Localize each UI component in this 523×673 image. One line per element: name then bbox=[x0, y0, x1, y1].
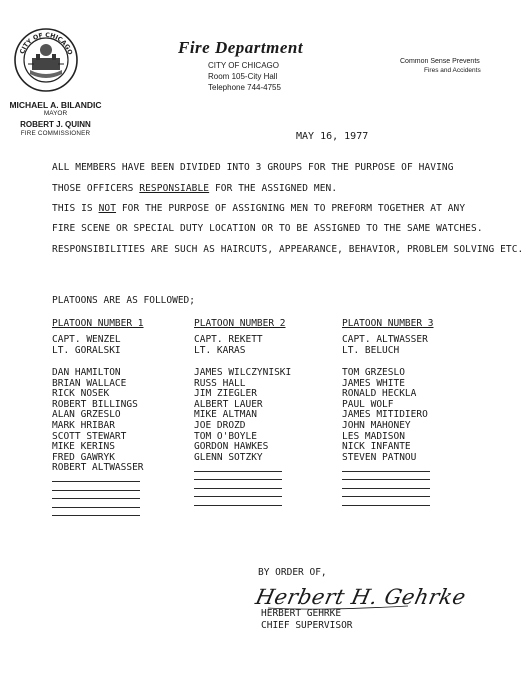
member-name: ALAN GRZESLO bbox=[52, 409, 121, 421]
member-name: FRED GAWRYK bbox=[52, 451, 115, 463]
member-name: BRIAN WALLACE bbox=[52, 377, 127, 389]
platoon-column-3 bbox=[342, 318, 487, 506]
member-name: JIM ZIEGLER bbox=[194, 388, 257, 400]
body-line: ALL MEMBERS HAVE BEEN DIVIDED INTO 3 GROUPS FOR THE PURPOSE OF HAVING bbox=[52, 162, 454, 173]
blank-line bbox=[342, 489, 430, 498]
member-name: MIKE ALTMAN bbox=[194, 409, 257, 421]
member-name: JOE DROZD bbox=[194, 419, 246, 431]
member-name: LES MADISON bbox=[342, 430, 405, 442]
underlined-word: NOT bbox=[98, 203, 117, 214]
mayor-name: MICHAEL A. BILANDIC bbox=[9, 100, 102, 110]
platoon-header: PLATOON NUMBER 1 bbox=[52, 318, 144, 329]
letter-date: MAY 16, 1977 bbox=[296, 131, 369, 142]
handwritten-signature bbox=[253, 578, 469, 612]
platoon-lieutenant: LT. BELUCH bbox=[342, 345, 400, 356]
platoon-header: PLATOON NUMBER 3 bbox=[342, 318, 434, 329]
blank-line bbox=[52, 491, 140, 500]
platoon-captain: CAPT. ALTWASSER bbox=[342, 334, 428, 345]
blank-line bbox=[194, 489, 282, 498]
platoon-column-2 bbox=[194, 318, 339, 506]
platoon-captain: CAPT. REKETT bbox=[194, 334, 263, 345]
blank-line bbox=[194, 463, 282, 472]
member-name: DAN HAMILTON bbox=[52, 367, 121, 378]
member-name: SCOTT STEWART bbox=[52, 430, 127, 442]
platoon-column-1 bbox=[52, 318, 197, 516]
member-name: RONALD HECKLA bbox=[342, 388, 417, 400]
commissioner-name: ROBERT J. QUINN bbox=[20, 120, 91, 129]
svg-text:CITY OF CHICAGO: CITY OF CHICAGO bbox=[18, 31, 74, 56]
blank-line bbox=[194, 497, 282, 506]
member-name: RICK NOSEK bbox=[52, 388, 110, 400]
member-name: GLENN SOTZKY bbox=[194, 451, 263, 463]
city-line: CITY OF CHICAGO bbox=[208, 61, 279, 70]
underlined-word: RESPONSIABLE bbox=[139, 183, 210, 194]
member-name: MIKE KERINS bbox=[52, 441, 115, 453]
blank-line bbox=[342, 463, 430, 472]
member-name: JAMES MITIDIERO bbox=[342, 409, 428, 421]
member-name: ALBERT LAUER bbox=[194, 398, 263, 410]
room-line: Room 105-City Hall bbox=[208, 72, 278, 81]
member-name: NICK INFANTE bbox=[342, 441, 411, 453]
member-name: TOM GRZESLO bbox=[342, 367, 405, 378]
platoon-captain: CAPT. WENZEL bbox=[52, 334, 121, 345]
member-name: RUSS HALL bbox=[194, 377, 246, 389]
slogan-line-1: Common Sense Prevents bbox=[400, 58, 480, 65]
signatory-title: CHIEF SUPERVISOR bbox=[261, 620, 353, 631]
telephone-line: Telephone 744-4755 bbox=[208, 83, 281, 92]
platoon-header: PLATOON NUMBER 2 bbox=[194, 318, 286, 329]
member-name: JOHN MAHONEY bbox=[342, 419, 411, 431]
platoon-lieutenant: LT. KARAS bbox=[194, 345, 246, 356]
member-name: STEVEN PATNOU bbox=[342, 451, 417, 463]
blank-line bbox=[52, 499, 140, 508]
body-line: THOSE OFFICERS RESPONSIABLE FOR THE ASSIGNED MEN. bbox=[52, 183, 338, 194]
blank-line bbox=[52, 482, 140, 491]
blank-line bbox=[342, 497, 430, 506]
member-name: MARK HRIBAR bbox=[52, 419, 115, 431]
member-name: PAUL WOLF bbox=[342, 398, 394, 410]
blank-line bbox=[342, 480, 430, 489]
slogan-line-2: Fires and Accidents bbox=[424, 67, 481, 74]
city-of-chicago-seal bbox=[14, 28, 78, 92]
mayor-title: MAYOR bbox=[43, 110, 68, 117]
member-name: JAMES WHITE bbox=[342, 377, 405, 389]
commissioner-title: FIRE COMMISSIONER bbox=[20, 130, 91, 137]
member-name: GORDON HAWKES bbox=[194, 441, 269, 453]
blank-line bbox=[52, 508, 140, 517]
member-name: JAMES WILCZYNISKI bbox=[194, 367, 292, 378]
member-name: TOM O'BOYLE bbox=[194, 430, 257, 442]
by-order-of: BY ORDER OF, bbox=[258, 567, 327, 578]
body-line: FIRE SCENE OR SPECIAL DUTY LOCATION OR TO BE ASSIGNED TO THE SAME WATCHES. bbox=[52, 223, 483, 234]
department-title: Fire Department bbox=[178, 38, 304, 57]
body-line: THIS IS NOT FOR THE PURPOSE OF ASSIGNING MEN TO PREFORM TOGETHER AT ANY bbox=[52, 203, 466, 214]
blank-line bbox=[52, 474, 140, 483]
blank-line bbox=[342, 472, 430, 481]
member-name: ROBERT ALTWASSER bbox=[52, 462, 144, 474]
member-name: ROBERT BILLINGS bbox=[52, 398, 138, 410]
body-line: RESPONSIBILITIES ARE SUCH AS HAIRCUTS, APPEARANCE, BEHAVIOR, PROBLEM SOLVING ETC. bbox=[52, 244, 523, 255]
blank-line bbox=[194, 472, 282, 481]
blank-line bbox=[194, 480, 282, 489]
svg-text:Herbert H. Gehrke: Herbert H. Gehrke bbox=[253, 585, 469, 610]
platoon-lieutenant: LT. GORALSKI bbox=[52, 345, 121, 356]
platoons-intro: PLATOONS ARE AS FOLLOWED; bbox=[52, 295, 195, 306]
signatory-name: HERBERT GEHRKE bbox=[261, 608, 342, 619]
